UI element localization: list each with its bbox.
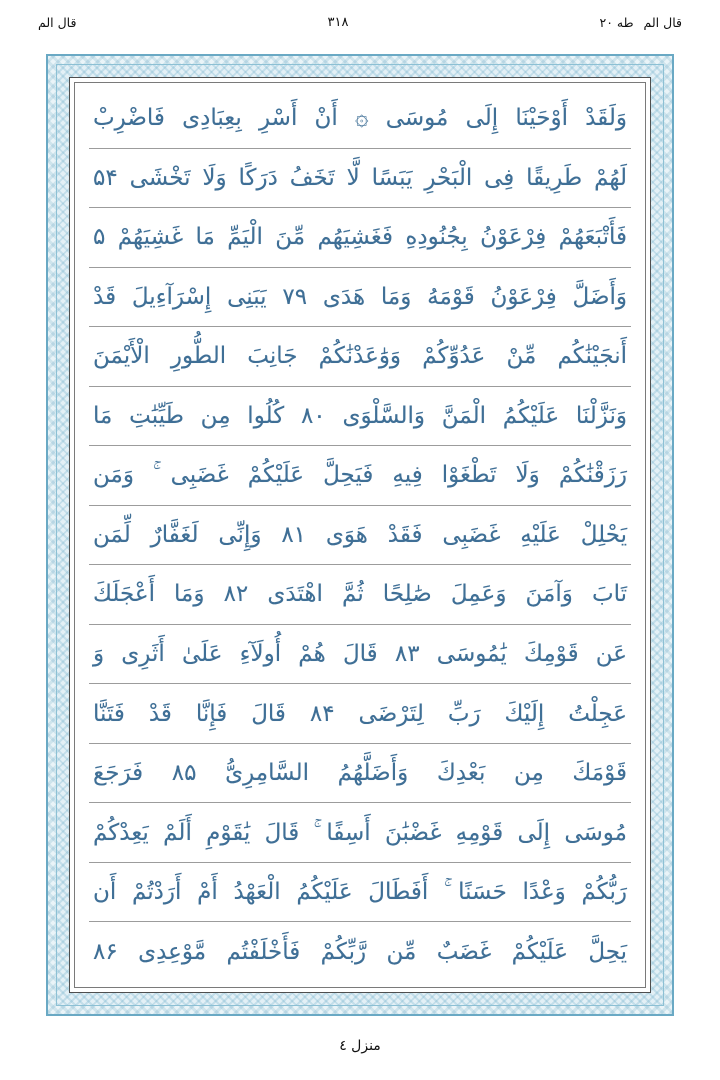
- ayah-line: [89, 863, 631, 923]
- ayah-line: [89, 446, 631, 506]
- ayah-line-text: فَأَتْبَعَهُمْ فِرْعَوْنُ بِجُنُودِهِ فَغَشِيَهُم مِّنَ الْيَمِّ مَا غَشِيَهُمْ ۵: [93, 224, 627, 251]
- ayah-line-text: عَجِلْتُ إِلَيْكَ رَبِّ لِتَرْضَى ۸۴ قَالَ فَإِنَّا قَدْ فَتَنَّا: [93, 700, 627, 727]
- manzil-footer: منزل ٤: [339, 1038, 381, 1054]
- ayah-line-text: عَن قَوْمِكَ يَٰمُوسَى ۸۳ قَالَ هُمْ أُولَآءِ عَلَىٰ أَثَرِى وَ: [93, 640, 627, 667]
- ayah-line: [89, 327, 631, 387]
- ayah-line-text: قَوْمَكَ مِن بَعْدِكَ وَأَضَلَّهُمُ السَّامِرِىُّ ۸۵ فَرَجَعَ: [93, 760, 627, 787]
- ayah-line: [89, 89, 631, 149]
- text-frame-inner-rule: [74, 82, 646, 988]
- ayah-line-text: وَأَضَلَّ فِرْعَوْنُ قَوْمَهُ وَمَا هَدَى ۷۹ يَبَنِى إِسْرَآءِيلَ قَدْ: [93, 283, 627, 310]
- ayah-line-text: رَزَقْنَٰكُمْ وَلَا تَطْغَوْا فِيهِ فَيَحِلَّ عَلَيْكُمْ غَضَبِى ۚ وَمَن: [93, 462, 627, 489]
- ayah-line-text: يَحْلِلْ عَلَيْهِ غَضَبِى فَقَدْ هَوَى ۸۱ وَإِنِّى لَغَفَّارٌ لِّمَن: [93, 521, 628, 548]
- decorative-border-outer: [46, 54, 674, 1016]
- ayah-line: [89, 506, 631, 566]
- ayah-line-text: لَهُمْ طَرِيقًا فِى الْبَحْرِ يَبَسًا لَّا تَخَفُ دَرَكًا وَلَا تَخْشَى ۵۴: [93, 164, 627, 191]
- header-left-label: قال الم: [38, 14, 77, 30]
- ayah-line: [89, 625, 631, 685]
- ayah-line: [89, 268, 631, 328]
- page-header: [38, 10, 682, 36]
- ayah-line-text: أَنجَيْنَٰكُم مِّنْ عَدُوِّكُمْ وَوَٰعَدْنَٰكُمْ جَانِبَ الطُّورِ الْأَيْمَنَ: [93, 343, 627, 370]
- ayah-lines-container: [75, 83, 645, 987]
- ayah-line-text: مُوسَى إِلَى قَوْمِهِ غَضْبَٰنَ أَسِفًا ۚ قَالَ يَٰقَوْمِ أَلَمْ يَعِدْكُمْ: [93, 819, 627, 846]
- text-frame-outer-rule: [69, 77, 651, 993]
- ayah-line-text: يَحِلَّ عَلَيْكُمْ غَضَبٌ مِّن رَّبِّكُمْ فَأَخْلَفْتُم مَّوْعِدِى ۸۶: [93, 938, 627, 965]
- header-right-group: [599, 15, 682, 31]
- ayah-line: [89, 208, 631, 268]
- page-number: ٣١٨: [327, 14, 349, 30]
- ayah-line-text: رَبُّكُمْ وَعْدًا حَسَنًا ۚ أَفَطَالَ عَلَيْكُمُ الْعَهْدُ أَمْ أَرَدْتُمْ أَن: [93, 879, 627, 906]
- ayah-line: [89, 684, 631, 744]
- ayah-line: [89, 565, 631, 625]
- ayah-line-text: وَنَزَّلْنَا عَلَيْكُمُ الْمَنَّ وَالسَّلْوَى ۸۰ كُلُوا مِن طَيِّبَٰتِ مَا: [93, 402, 627, 429]
- ayah-line: [89, 803, 631, 863]
- ayah-line: [89, 744, 631, 804]
- surah-label: قال الم: [643, 14, 682, 30]
- ayah-line: [89, 149, 631, 209]
- decorative-border-middle: [56, 64, 664, 1006]
- juz-label: طه ٢٠: [599, 14, 634, 30]
- ayah-line: [89, 922, 631, 981]
- ayah-line: [89, 387, 631, 447]
- ayah-line-text: وَلَقَدْ أَوْحَيْنَا إِلَى مُوسَى ۞ أَنْ أَسْرِ بِعِبَادِى فَاضْرِبْ: [93, 105, 627, 132]
- ayah-line-text: تَابَ وَآمَنَ وَعَمِلَ صَٰلِحًا ثُمَّ اهْتَدَى ۸۲ وَمَا أَعْجَلَكَ: [93, 581, 628, 608]
